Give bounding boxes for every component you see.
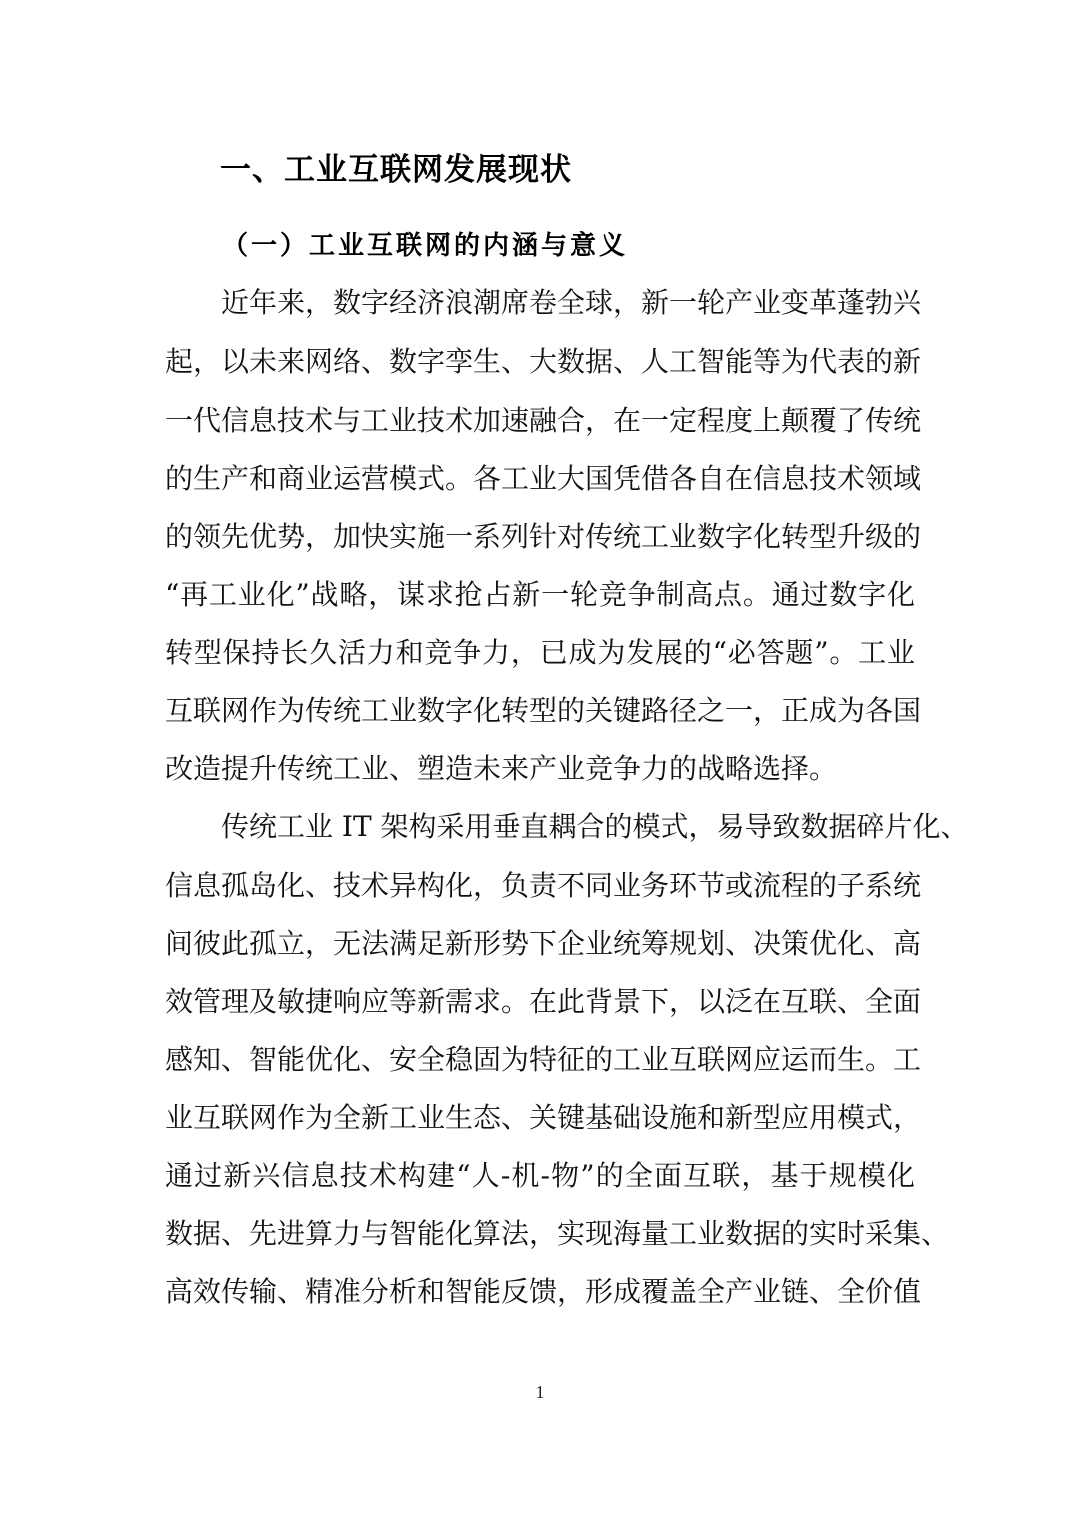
paragraph-line: 感知、智能优化、安全稳固为特征的工业互联网应运而生。工	[165, 1043, 922, 1076]
paragraph-line: 转型保持长久活力和竞争力，已成为发展的“必答题”。工业	[165, 636, 915, 669]
paragraph-line: 互联网作为传统工业数字化转型的关键路径之一，正成为各国	[165, 694, 922, 727]
paragraph-line: 间彼此孤立，无法满足新形势下企业统筹规划、决策优化、高	[165, 927, 922, 960]
paragraph-line: 传统工业 IT 架构采用垂直耦合的模式，易导致数据碎片化、	[221, 810, 969, 843]
section-heading: 一、工业互联网发展现状	[220, 152, 572, 188]
paragraph-line: 信息孤岛化、技术异构化，负责不同业务环节或流程的子系统	[165, 869, 922, 902]
paragraph-line: 近年来，数字经济浪潮席卷全球，新一轮产业变革蓬勃兴	[221, 286, 922, 319]
page-number: 1	[535, 1382, 545, 1402]
paragraph-line: 高效传输、精准分析和智能反馈，形成覆盖全产业链、全价值	[165, 1275, 922, 1308]
subsection-heading: （一）工业互联网的内涵与意义	[222, 231, 629, 261]
paragraph-line: 数据、先进算力与智能化算法，实现海量工业数据的实时采集、	[165, 1217, 950, 1250]
paragraph-line: “再工业化”战略，谋求抢占新一轮竞争制高点。通过数字化	[165, 578, 915, 611]
paragraph-line: 的领先优势，加快实施一系列针对传统工业数字化转型升级的	[165, 520, 922, 553]
paragraph-line: 起，以未来网络、数字孪生、大数据、人工智能等为代表的新	[165, 345, 922, 378]
paragraph-line: 一代信息技术与工业技术加速融合，在一定程度上颠覆了传统	[165, 404, 922, 437]
paragraph-line: 通过新兴信息技术构建“人-机-物”的全面互联，基于规模化	[165, 1159, 915, 1192]
paragraph-line: 效管理及敏捷响应等新需求。在此背景下，以泛在互联、全面	[165, 985, 922, 1018]
paragraph-line: 业互联网作为全新工业生态、关键基础设施和新型应用模式，	[165, 1101, 922, 1134]
paragraph-line: 的生产和商业运营模式。各工业大国凭借各自在信息技术领域	[165, 462, 922, 495]
paragraph-line: 改造提升传统工业、塑造未来产业竞争力的战略选择。	[165, 752, 838, 785]
